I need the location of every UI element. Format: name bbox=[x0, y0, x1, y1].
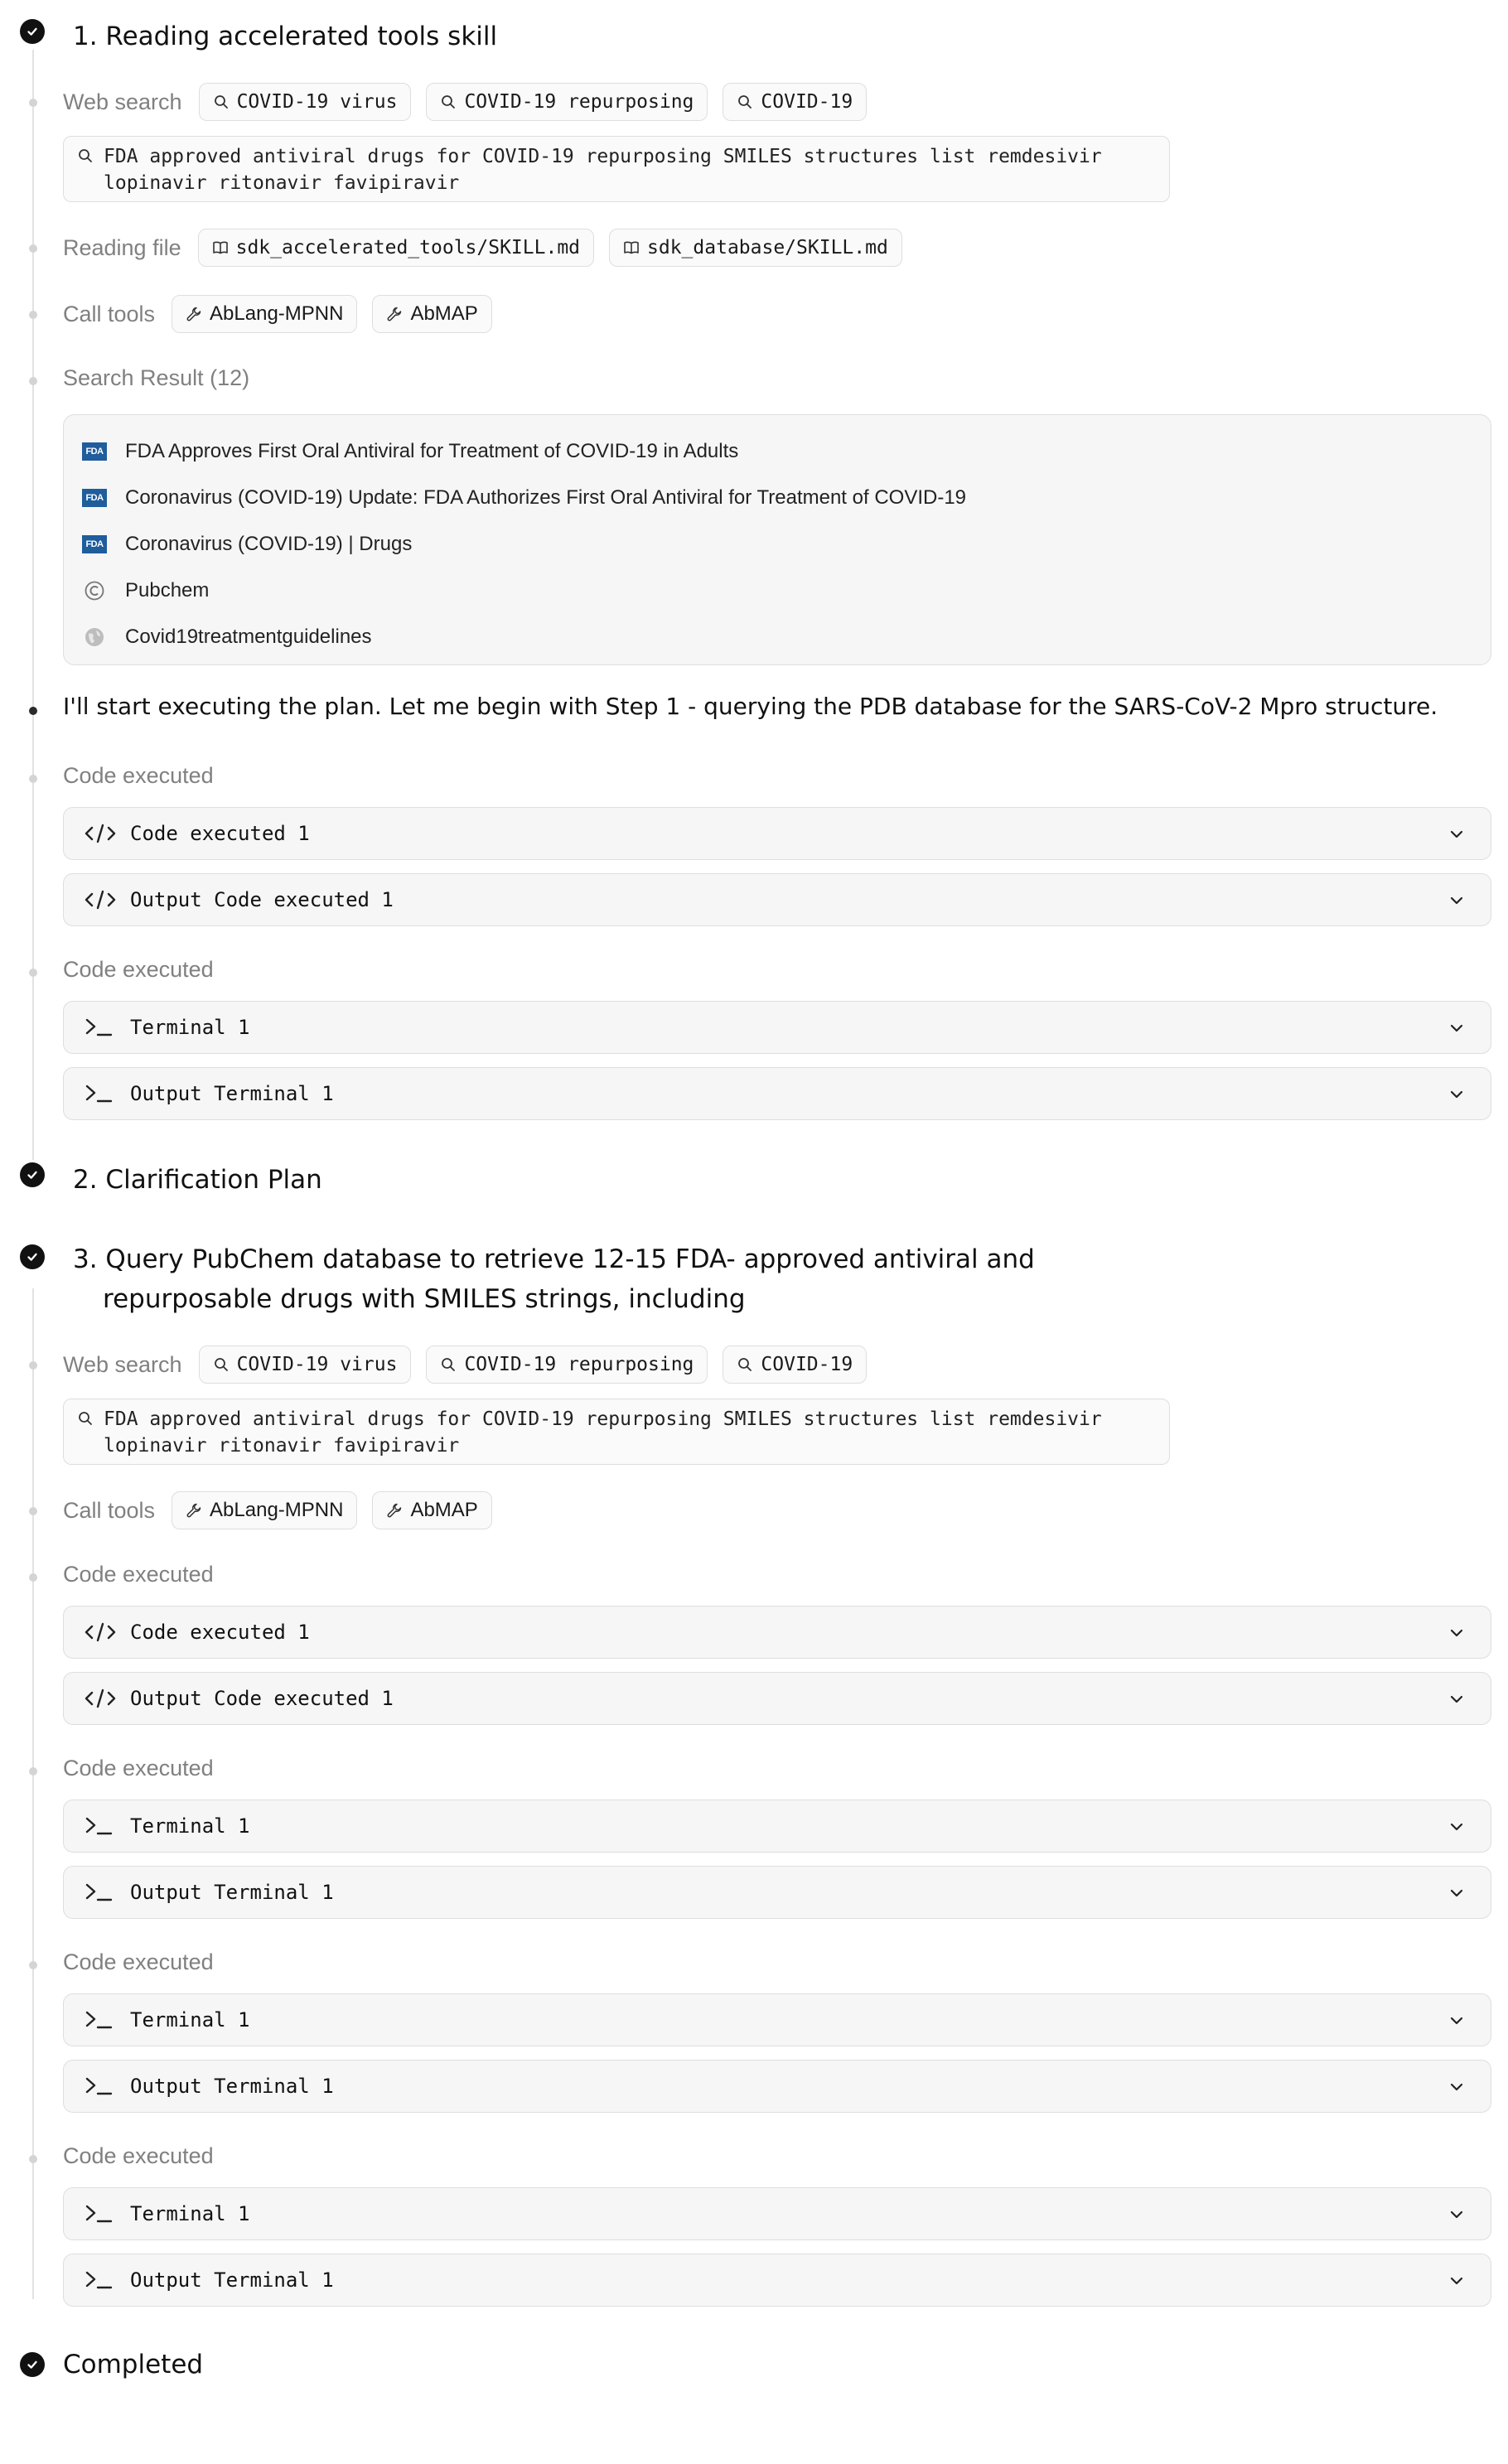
output-terminal-accordion[interactable] bbox=[63, 2254, 1491, 2307]
timeline-dot bbox=[29, 1961, 37, 1969]
timeline-dot bbox=[29, 707, 37, 715]
output-terminal-accordion[interactable] bbox=[63, 1866, 1491, 1919]
accordion-label: Output Terminal 1 bbox=[130, 1881, 334, 1904]
chevron-down-icon bbox=[1448, 2272, 1466, 2290]
timeline-dot bbox=[29, 1361, 37, 1370]
chevron-down-icon bbox=[1448, 1019, 1466, 1037]
search-query-line: lopinavir ritonavir favipiravir bbox=[104, 1435, 460, 1457]
code-accordion[interactable] bbox=[63, 807, 1491, 860]
code-executed-row bbox=[63, 1756, 215, 1781]
book-icon bbox=[623, 239, 640, 256]
code-executed-label: Code executed bbox=[63, 1949, 214, 1974]
code-executed-row bbox=[63, 1562, 215, 1587]
book-icon bbox=[212, 239, 229, 256]
fda-logo-icon: FDA bbox=[82, 489, 107, 507]
call-tools-row bbox=[63, 1491, 492, 1529]
tool-chip[interactable] bbox=[372, 295, 491, 333]
assistant-message: I'll start executing the plan. Let me begin with Step 1 - querying the PDB database for the SARS-CoV-2 Mpro structure. bbox=[63, 693, 1438, 720]
search-icon bbox=[737, 94, 753, 110]
timeline-dot bbox=[29, 1573, 37, 1582]
call-tools-row bbox=[63, 295, 492, 333]
web-search-label: Web search bbox=[63, 1351, 182, 1377]
accordion-label: Output Code executed 1 bbox=[130, 1687, 394, 1710]
file-chip-label: sdk_database/SKILL.md bbox=[647, 237, 888, 258]
pubchem-icon bbox=[84, 580, 105, 602]
search-result-title: Pubchem bbox=[125, 579, 210, 602]
code-executed-label: Code executed bbox=[63, 1562, 214, 1587]
search-result-item[interactable] bbox=[64, 428, 1491, 475]
accordion-label: Output Terminal 1 bbox=[130, 2075, 334, 2098]
timeline-dot bbox=[29, 775, 37, 783]
terminal-accordion[interactable] bbox=[63, 1993, 1491, 2046]
search-icon bbox=[440, 94, 457, 110]
chevron-down-icon bbox=[1448, 2078, 1466, 2096]
timeline-dot bbox=[29, 1507, 37, 1515]
check-circle-icon bbox=[20, 1162, 45, 1187]
search-chip-label: COVID-19 repurposing bbox=[464, 1354, 694, 1375]
accordion-label: Terminal 1 bbox=[130, 2008, 250, 2032]
code-executed-label: Code executed bbox=[63, 1756, 214, 1780]
output-code-accordion[interactable] bbox=[63, 1672, 1491, 1725]
terminal-accordion[interactable] bbox=[63, 1800, 1491, 1853]
code-executed-label: Code executed bbox=[63, 763, 214, 788]
tool-chip[interactable] bbox=[172, 1491, 357, 1529]
chevron-down-icon bbox=[1448, 1690, 1466, 1708]
chevron-down-icon bbox=[1448, 891, 1466, 910]
terminal-icon bbox=[84, 1880, 117, 1905]
search-icon bbox=[77, 1410, 94, 1427]
call-tools-label: Call tools bbox=[63, 1497, 156, 1523]
file-chip[interactable] bbox=[198, 229, 594, 267]
terminal-icon bbox=[84, 2268, 117, 2292]
terminal-accordion[interactable] bbox=[63, 2187, 1491, 2240]
search-result-title: Coronavirus (COVID-19) | Drugs bbox=[125, 533, 413, 555]
timeline-dot bbox=[29, 377, 37, 385]
search-chip[interactable] bbox=[426, 83, 708, 121]
code-icon bbox=[84, 1686, 117, 1711]
search-chip-label: COVID-19 virus bbox=[236, 91, 398, 113]
web-search-label: Web search bbox=[63, 89, 182, 114]
search-chip-label: COVID-19 repurposing bbox=[464, 91, 694, 113]
search-chip[interactable] bbox=[199, 1346, 412, 1384]
completed-title: Completed bbox=[63, 2350, 204, 2379]
search-result-title: Coronavirus (COVID-19) Update: FDA Authorizes First Oral Antiviral for Treatment of COVID-19 bbox=[125, 486, 967, 509]
check-circle-icon bbox=[20, 19, 45, 44]
search-result-item[interactable] bbox=[64, 521, 1491, 568]
code-executed-label: Code executed bbox=[63, 2143, 214, 2168]
timeline-line-step3 bbox=[32, 1288, 34, 2299]
search-chip-label: COVID-19 virus bbox=[236, 1354, 398, 1375]
terminal-icon bbox=[84, 2007, 117, 2032]
chevron-down-icon bbox=[1448, 825, 1466, 843]
fda-logo-icon: FDA bbox=[82, 535, 107, 553]
search-query-box[interactable] bbox=[63, 1399, 1170, 1465]
wrench-icon bbox=[186, 1502, 202, 1519]
step-3-title-cont: repurposable drugs with SMILES strings, including bbox=[103, 1284, 746, 1314]
timeline-dot bbox=[29, 244, 37, 253]
accordion-label: Terminal 1 bbox=[130, 1016, 250, 1039]
search-icon bbox=[77, 147, 94, 164]
step-2-title: 2. Clarification Plan bbox=[73, 1165, 322, 1195]
code-executed-row bbox=[63, 2143, 215, 2169]
check-circle-icon bbox=[20, 2352, 45, 2377]
tool-chip-label: AbMAP bbox=[410, 302, 478, 325]
code-executed-label: Code executed bbox=[63, 957, 214, 982]
chevron-down-icon bbox=[1448, 1818, 1466, 1836]
search-results-panel bbox=[63, 414, 1491, 665]
search-chip[interactable] bbox=[723, 1346, 867, 1384]
search-chip-label: COVID-19 bbox=[761, 91, 853, 113]
wrench-icon bbox=[386, 1502, 403, 1519]
code-icon bbox=[84, 821, 117, 846]
search-result-label: Search Result (12) bbox=[63, 365, 250, 390]
step-1-title: 1. Reading accelerated tools skill bbox=[73, 22, 498, 51]
terminal-accordion[interactable] bbox=[63, 1001, 1491, 1054]
code-icon bbox=[84, 1620, 117, 1645]
search-icon bbox=[737, 1356, 753, 1373]
code-executed-row bbox=[63, 763, 215, 789]
timeline-dot bbox=[29, 99, 37, 107]
accordion-label: Terminal 1 bbox=[130, 1814, 250, 1838]
tool-chip[interactable] bbox=[372, 1491, 491, 1529]
accordion-label: Output Code executed 1 bbox=[130, 888, 394, 911]
fda-logo-icon: FDA bbox=[82, 442, 107, 461]
search-icon bbox=[213, 1356, 230, 1373]
accordion-label: Output Terminal 1 bbox=[130, 2268, 334, 2292]
search-result-row bbox=[63, 365, 251, 391]
accordion-label: Code executed 1 bbox=[130, 822, 310, 845]
chevron-down-icon bbox=[1448, 2012, 1466, 2030]
accordion-label: Output Terminal 1 bbox=[130, 1082, 334, 1105]
search-chip[interactable] bbox=[723, 83, 867, 121]
globe-icon bbox=[84, 626, 105, 648]
search-query-line: lopinavir ritonavir favipiravir bbox=[104, 172, 460, 194]
file-chip[interactable] bbox=[609, 229, 902, 267]
file-chip-label: sdk_accelerated_tools/SKILL.md bbox=[235, 237, 581, 258]
terminal-icon bbox=[84, 1814, 117, 1838]
terminal-icon bbox=[84, 2074, 117, 2099]
web-search-row bbox=[63, 83, 867, 121]
accordion-label: Terminal 1 bbox=[130, 2202, 250, 2225]
timeline-dot bbox=[29, 2155, 37, 2163]
timeline-dot bbox=[29, 969, 37, 977]
accordion-label: Code executed 1 bbox=[130, 1621, 310, 1644]
tool-chip-label: AbLang-MPNN bbox=[210, 1499, 344, 1521]
reading-file-label: Reading file bbox=[63, 234, 181, 260]
timeline-line-step1 bbox=[32, 50, 34, 1160]
terminal-icon bbox=[84, 1015, 117, 1040]
chevron-down-icon bbox=[1448, 1884, 1466, 1902]
output-code-accordion[interactable] bbox=[63, 873, 1491, 926]
code-executed-row bbox=[63, 1949, 215, 1975]
code-icon bbox=[84, 887, 117, 912]
timeline-dot bbox=[29, 1767, 37, 1776]
web-search-row bbox=[63, 1346, 867, 1384]
terminal-icon bbox=[84, 1081, 117, 1106]
reading-file-row bbox=[63, 229, 902, 267]
wrench-icon bbox=[186, 306, 202, 322]
search-result-item[interactable] bbox=[64, 614, 1491, 660]
tool-chip-label: AbLang-MPNN bbox=[210, 302, 344, 325]
search-chip[interactable] bbox=[426, 1346, 708, 1384]
search-result-title: FDA Approves First Oral Antiviral for Treatment of COVID-19 in Adults bbox=[125, 440, 739, 462]
code-accordion[interactable] bbox=[63, 1606, 1491, 1659]
output-terminal-accordion[interactable] bbox=[63, 2060, 1491, 2113]
tool-chip-label: AbMAP bbox=[410, 1499, 478, 1521]
search-query-line: FDA approved antiviral drugs for COVID-19 repurposing SMILES structures list remdesivir bbox=[104, 146, 1102, 167]
search-result-item[interactable] bbox=[64, 475, 1491, 521]
call-tools-label: Call tools bbox=[63, 301, 156, 326]
search-chip[interactable] bbox=[199, 83, 412, 121]
search-result-title: Covid19treatmentguidelines bbox=[125, 626, 372, 648]
timeline-dot bbox=[29, 311, 37, 319]
code-executed-row bbox=[63, 957, 215, 983]
step-3-title: 3. Query PubChem database to retrieve 12-15 FDA- approved antiviral and bbox=[73, 1244, 1035, 1274]
tool-chip[interactable] bbox=[172, 295, 357, 333]
wrench-icon bbox=[386, 306, 403, 322]
chevron-down-icon bbox=[1448, 1085, 1466, 1104]
search-query-box[interactable] bbox=[63, 136, 1170, 202]
search-icon bbox=[213, 94, 230, 110]
chevron-down-icon bbox=[1448, 2206, 1466, 2224]
search-chip-label: COVID-19 bbox=[761, 1354, 853, 1375]
search-query-line: FDA approved antiviral drugs for COVID-19 repurposing SMILES structures list remdesivir bbox=[104, 1408, 1102, 1430]
check-circle-icon bbox=[20, 1244, 45, 1269]
search-result-item[interactable] bbox=[64, 568, 1491, 614]
output-terminal-accordion[interactable] bbox=[63, 1067, 1491, 1120]
chevron-down-icon bbox=[1448, 1624, 1466, 1642]
search-icon bbox=[440, 1356, 457, 1373]
terminal-icon bbox=[84, 2201, 117, 2226]
